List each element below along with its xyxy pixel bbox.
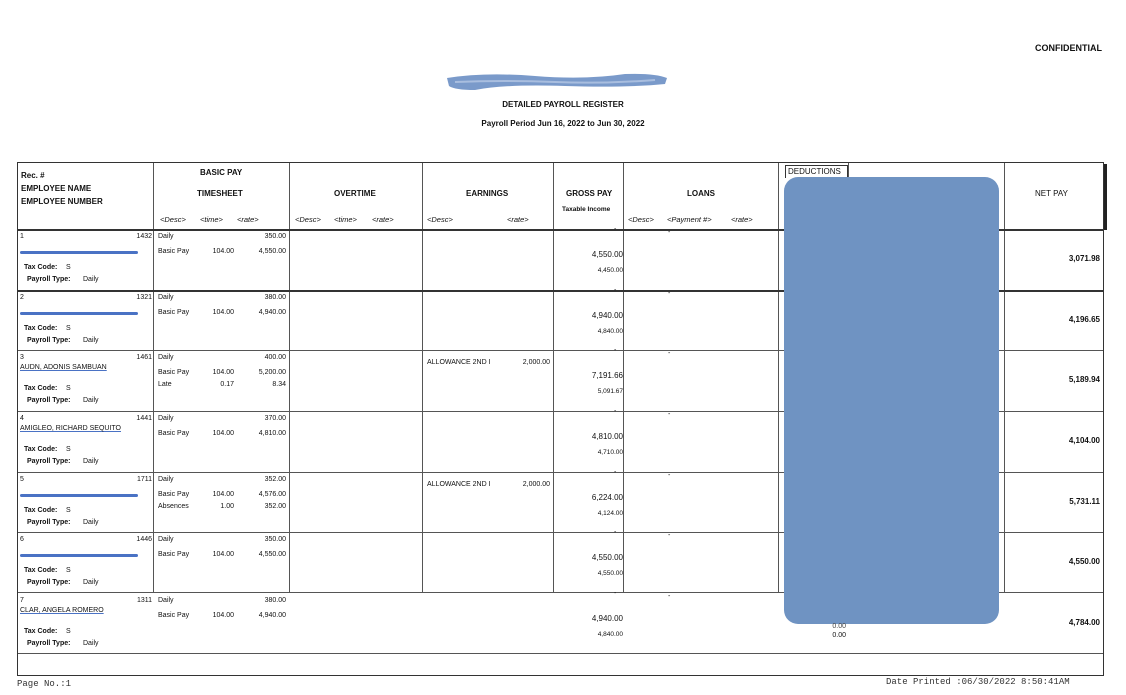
header-rec: Rec. # [21, 171, 45, 180]
loans-dash: - [668, 290, 671, 297]
header-employee-name: EMPLOYEE NAME [21, 184, 92, 193]
record-number: 2 [20, 294, 24, 301]
header-ts-desc: <Desc> [160, 215, 186, 224]
gross-pay-value: 4,940.00 [591, 614, 623, 623]
header-loan-payment: <Payment #> [667, 215, 712, 224]
net-pay-value: 4,104.00 [1068, 436, 1100, 445]
timesheet-time: 104.00 [212, 491, 234, 498]
gross-pay-value: 7,191.66 [591, 371, 623, 380]
earning-desc: ALLOWANCE 2ND I [427, 481, 491, 488]
date-printed: Date Printed :06/30/2022 8:50:41AM [886, 677, 1070, 687]
employee-number: 1441 [136, 415, 152, 422]
record-number: 1 [20, 233, 24, 240]
header-earn-desc: <Desc> [427, 215, 453, 224]
timesheet-time: 104.00 [212, 309, 234, 316]
payroll-type-value: Daily [83, 579, 99, 586]
timesheet-amount: 4,940.00 [258, 612, 286, 619]
gross-pay-value: 4,550.00 [591, 553, 623, 562]
employee-name-redacted [20, 251, 138, 254]
col-divider [778, 163, 779, 593]
timesheet-desc: Daily [158, 536, 174, 543]
employee-number: 1321 [136, 294, 152, 301]
employee-name: AMIGLEO, RICHARD SEQUITO [20, 425, 121, 432]
header-ot-desc: <Desc> [295, 215, 321, 224]
payroll-type-value: Daily [83, 458, 99, 465]
col-divider [623, 163, 624, 593]
employee-name: AUDN, ADONIS SAMBUAN [20, 364, 107, 371]
deduction-value: 0.00 [832, 632, 846, 639]
timesheet-time: 1.00 [220, 503, 234, 510]
timesheet-time: 104.00 [212, 369, 234, 376]
gross-dash: - [614, 469, 617, 476]
timesheet-amount: 370.00 [264, 415, 286, 422]
net-pay-value: 4,550.00 [1068, 557, 1100, 566]
deduction-value: 0.00 [832, 623, 846, 630]
tax-code-value: S [66, 628, 71, 635]
loans-dash: - [668, 472, 671, 479]
employee-name: CLAR, ANGELA ROMERO [20, 607, 104, 614]
payroll-type-value: Daily [83, 276, 99, 283]
net-pay-value: 5,731.11 [1069, 497, 1100, 506]
timesheet-amount: 5,200.00 [258, 369, 286, 376]
payroll-type-value: Daily [83, 337, 99, 344]
earning-amount: 2,000.00 [522, 359, 550, 366]
employee-number: 1311 [136, 597, 152, 604]
gross-dash: - [614, 287, 617, 294]
tax-code-value: S [66, 385, 71, 392]
payroll-type-label: Payroll Type: [27, 276, 71, 283]
tax-code-value: S [66, 507, 71, 514]
employee-number: 1711 [136, 476, 152, 483]
header-deductions: DEDUCTIONS [785, 165, 848, 178]
confidential-label: CONFIDENTIAL [1035, 43, 1102, 53]
payroll-type-value: Daily [83, 519, 99, 526]
taxable-income-value: 4,710.00 [597, 449, 623, 456]
tax-code-value: S [66, 567, 71, 574]
timesheet-desc: Basic Pay [158, 612, 190, 619]
col-divider [553, 163, 554, 593]
header-ts-time: <time> [200, 215, 223, 224]
header-loan-rate: <rate> [731, 215, 753, 224]
timesheet-amount: 352.00 [264, 503, 286, 510]
payroll-type-value: Daily [83, 640, 99, 647]
loans-dash: - [668, 229, 671, 236]
timesheet-time: 104.00 [212, 612, 234, 619]
timesheet-amount: 352.00 [264, 476, 286, 483]
net-pay-value: 4,196.65 [1068, 315, 1100, 324]
header-basic-pay: BASIC PAY [200, 168, 243, 177]
timesheet-time: 104.00 [212, 430, 234, 437]
taxable-income-value: 4,124.00 [597, 510, 623, 517]
payroll-type-label: Payroll Type: [27, 519, 71, 526]
timesheet-amount: 350.00 [264, 233, 286, 240]
report-title: DETAILED PAYROLL REGISTER [502, 100, 624, 109]
loans-dash: - [668, 411, 671, 418]
timesheet-desc: Basic Pay [158, 491, 190, 498]
timesheet-amount: 380.00 [264, 597, 286, 604]
header-employee-number: EMPLOYEE NUMBER [21, 197, 103, 206]
timesheet-desc: Daily [158, 597, 174, 604]
gross-dash: - [614, 529, 617, 536]
payroll-type-label: Payroll Type: [27, 458, 71, 465]
col-divider [153, 163, 154, 593]
col-divider [289, 163, 290, 593]
header-ot-time: <time> [334, 215, 357, 224]
taxable-income-value: 5,091.67 [597, 388, 623, 395]
loans-dash: - [668, 532, 671, 539]
timesheet-amount: 4,810.00 [258, 430, 286, 437]
employee-name-redacted [20, 494, 138, 497]
loans-dash: - [668, 350, 671, 357]
payroll-type-label: Payroll Type: [27, 640, 71, 647]
header-overtime: OVERTIME [334, 189, 376, 198]
gross-dash: - [614, 347, 617, 354]
company-logo-redacted [445, 70, 670, 96]
timesheet-desc: Basic Pay [158, 309, 190, 316]
timesheet-amount: 350.00 [264, 536, 286, 543]
tax-code-label: Tax Code: [24, 264, 58, 271]
tax-code-label: Tax Code: [24, 325, 58, 332]
net-pay-value: 3,071.98 [1068, 254, 1100, 263]
timesheet-desc: Daily [158, 294, 174, 301]
net-pay-value: 5,189.94 [1068, 375, 1100, 384]
deductions-redacted [784, 177, 999, 624]
timesheet-desc: Daily [158, 233, 174, 240]
timesheet-desc: Basic Pay [158, 369, 190, 376]
tax-code-value: S [66, 325, 71, 332]
timesheet-amount: 400.00 [264, 354, 286, 361]
payroll-type-label: Payroll Type: [27, 397, 71, 404]
gross-dash: - [614, 590, 617, 597]
employee-name-redacted [20, 312, 138, 315]
record-number: 7 [20, 597, 24, 604]
taxable-income-value: 4,840.00 [597, 631, 623, 638]
col-divider [1004, 163, 1005, 593]
record-number: 6 [20, 536, 24, 543]
frame-shadow [1104, 164, 1107, 230]
gross-pay-value: 4,940.00 [591, 311, 623, 320]
timesheet-amount: 380.00 [264, 294, 286, 301]
tax-code-label: Tax Code: [24, 567, 58, 574]
header-earnings: EARNINGS [466, 189, 509, 198]
employee-number: 1461 [136, 354, 152, 361]
payroll-type-label: Payroll Type: [27, 337, 71, 344]
row-separator [18, 653, 1103, 654]
gross-pay-value: 4,550.00 [591, 250, 623, 259]
timesheet-time: 104.00 [212, 248, 234, 255]
employee-number: 1432 [136, 233, 152, 240]
record-number: 3 [20, 354, 24, 361]
timesheet-time: 104.00 [212, 551, 234, 558]
timesheet-desc: Daily [158, 476, 174, 483]
header-gross-pay: GROSS PAY [566, 189, 613, 198]
timesheet-desc: Late [158, 381, 172, 388]
gross-pay-value: 6,224.00 [591, 493, 623, 502]
tax-code-label: Tax Code: [24, 507, 58, 514]
employee-name-redacted [20, 554, 138, 557]
employee-number: 1446 [136, 536, 152, 543]
timesheet-amount: 4,940.00 [258, 309, 286, 316]
timesheet-amount: 8.34 [272, 381, 286, 388]
taxable-income-value: 4,450.00 [597, 267, 623, 274]
timesheet-desc: Absences [158, 503, 189, 510]
payroll-period: Payroll Period Jun 16, 2022 to Jun 30, 2022 [481, 119, 645, 128]
payroll-type-label: Payroll Type: [27, 579, 71, 586]
header-ot-rate: <rate> [372, 215, 394, 224]
earning-amount: 2,000.00 [522, 481, 550, 488]
record-number: 5 [20, 476, 24, 483]
tax-code-value: S [66, 446, 71, 453]
timesheet-desc: Basic Pay [158, 551, 190, 558]
loans-dash: - [668, 593, 671, 600]
net-pay-value: 4,784.00 [1068, 618, 1100, 627]
page-number: Page No.:1 [17, 679, 72, 689]
tax-code-label: Tax Code: [24, 628, 58, 635]
col-divider [422, 163, 423, 593]
header-earn-rate: <rate> [507, 215, 529, 224]
record-number: 4 [20, 415, 24, 422]
gross-dash: - [614, 226, 617, 233]
header-loan-desc: <Desc> [628, 215, 654, 224]
taxable-income-value: 4,550.00 [597, 570, 623, 577]
gross-dash: - [614, 408, 617, 415]
timesheet-amount: 4,576.00 [258, 491, 286, 498]
header-loans: LOANS [687, 189, 715, 198]
header-net-pay: NET PAY [1035, 189, 1068, 198]
timesheet-desc: Daily [158, 415, 174, 422]
tax-code-label: Tax Code: [24, 446, 58, 453]
timesheet-desc: Daily [158, 354, 174, 361]
timesheet-desc: Basic Pay [158, 248, 190, 255]
earning-desc: ALLOWANCE 2ND I [427, 359, 491, 366]
timesheet-desc: Basic Pay [158, 430, 190, 437]
payroll-type-value: Daily [83, 397, 99, 404]
tax-code-label: Tax Code: [24, 385, 58, 392]
gross-pay-value: 4,810.00 [591, 432, 623, 441]
header-timesheet: TIMESHEET [197, 189, 243, 198]
timesheet-time: 0.17 [220, 381, 234, 388]
header-taxable-income: Taxable Income [562, 206, 611, 213]
taxable-income-value: 4,840.00 [597, 328, 623, 335]
tax-code-value: S [66, 264, 71, 271]
header-ts-rate: <rate> [237, 215, 259, 224]
timesheet-amount: 4,550.00 [258, 248, 286, 255]
timesheet-amount: 4,550.00 [258, 551, 286, 558]
